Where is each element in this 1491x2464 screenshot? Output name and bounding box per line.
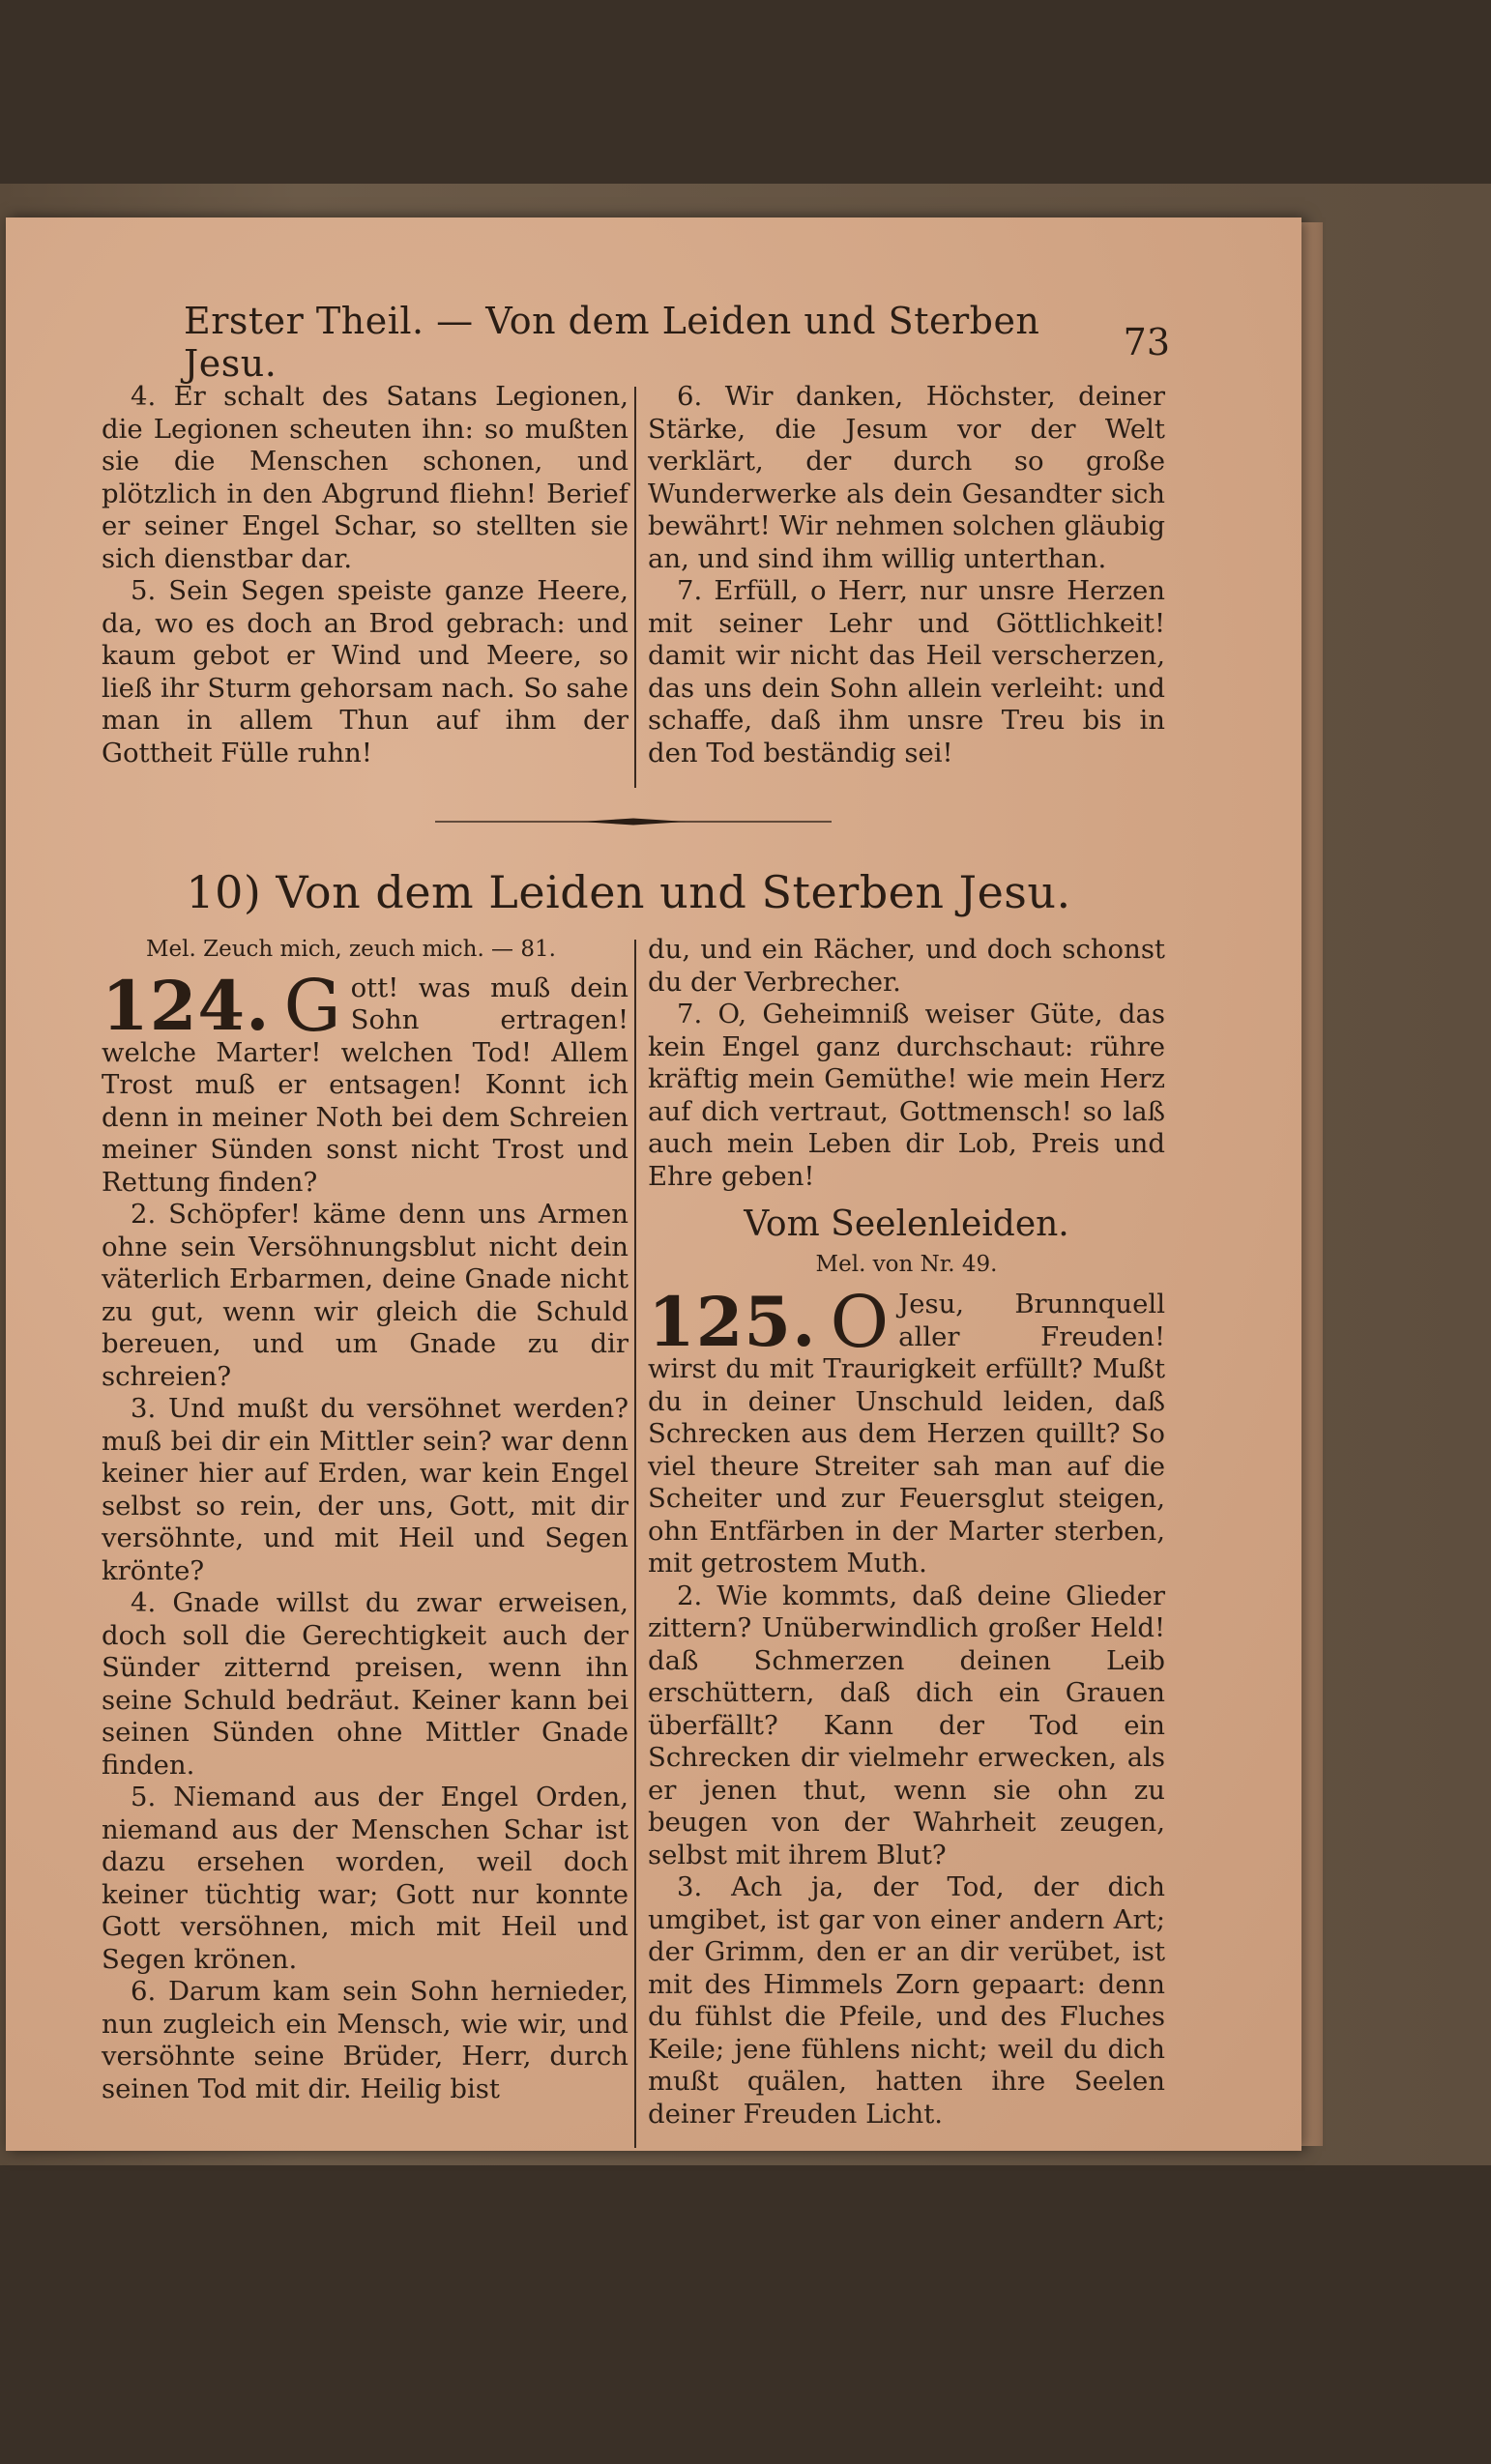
verse-paragraph: 7. O, Geheimniß weiser Güte, das kein Engel ganz durchschaut: rühre kräftig mein Gemüthe! wie mein Herz auf dich vertraut, Gottmensch! so laß auch mein Leben dir Lob, Preis und Ehre geben! <box>648 999 1165 1192</box>
verse-text: ott! was muß dein Sohn ertragen! welche Marter! welchen Tod! Allem Trost muß er entsagen! Konnt ich denn in meiner Noth bei dem Schreien meiner Sünden sonst nicht Trost und Rettung finden? <box>102 971 629 1198</box>
bottom-right-column <box>648 934 1165 2131</box>
drop-initial: G <box>283 964 341 1048</box>
bottom-left-column <box>102 934 629 2105</box>
melody-note: Mel. von Nr. 49. <box>815 1251 998 1277</box>
header-title: Erster Theil. — Von dem Leiden und Sterben Jesu. <box>184 300 1040 385</box>
top-left-column <box>102 381 629 769</box>
column-divider <box>634 387 636 788</box>
section-title: 10) Von dem Leiden und Sterben Jesu. <box>186 866 1071 918</box>
page-number: 73 <box>1123 321 1170 363</box>
verse-paragraph: 4. Er schalt des Satans Legionen, die Legionen scheuten ihn: so mußten sie die Menschen schonen, und plötzlich in den Abgrund fliehn! Berief er seiner Engel Schar, so stellten sie sich dienstbar dar. <box>102 381 629 574</box>
divider-ornament <box>435 818 832 826</box>
verse-paragraph: 5. Niemand aus der Engel Orden, niemand aus der Menschen Schar ist dazu ersehen worden, weil doch keiner tüchtig war; Gott nur konnte Gott versöhnen, mich mit Heil und Segen krönen. <box>102 1782 629 1975</box>
melody-note: Mel. Zeuch mich, zeuch mich. — 81. <box>146 937 556 962</box>
hymn-number: 124. <box>102 965 271 1046</box>
verse-paragraph: 7. Erfüll, o Herr, nur unsre Herzen mit seiner Lehr und Göttlichkeit! damit wir nicht das Heil verscherzen, das uns dein Sohn allein verleiht: und schaffe, daß ihm unsre Treu bis in den Tod beständig sei! <box>648 575 1165 768</box>
hymn-125-start <box>648 1281 1165 1580</box>
sub-heading: Vom Seelenleiden. <box>744 1204 1069 1244</box>
top-right-column <box>648 381 1165 769</box>
drop-initial: O <box>830 1281 890 1364</box>
column-divider <box>634 940 636 2148</box>
hymn-124-start <box>102 964 629 1200</box>
verse-paragraph: 2. Schöpfer! käme denn uns Armen ohne sein Versöhnungsblut nicht dein väterlich Erbarmen, deine Gnade nicht zu gut, wenn wir gleich die Schuld bereuen, und um Gnade zu dir schreien? <box>102 1199 629 1392</box>
hymn-number: 125. <box>648 1282 817 1362</box>
page-edge <box>1301 222 1323 2146</box>
verse-text: Jesu, Brunnquell aller Freuden! wirst du mit Traurigkeit erfüllt? Mußt du in deiner Unschuld leiden, daß Schrecken aus dem Herzen quillt? So viel theure Streiter sah man auf die Scheiter und zur Feuersglut steigen, ohn Entfärben in der Marter sterben, mit getrostem Muth. <box>648 1289 1165 1579</box>
running-header <box>184 300 1170 385</box>
verse-paragraph: 3. Und mußt du versöhnet werden? muß bei dir ein Mittler sein? war denn keiner hier auf Erden, war kein Engel selbst so rein, der uns, Gott, mit dir versöhnte, und mit Heil und Segen krönte? <box>102 1393 629 1586</box>
verse-paragraph: 2. Wie kommts, daß deine Glieder zittern? Unüberwindlich großer Held! daß Schmerzen deinen Leib erschüttern, daß dich ein Grauen überfällt? Kann der Tod ein Schrecken dir vielmehr erwecken, als er jenen thut, wenn sie ohn zu beugen von der Wahrheit zeugen, selbst mit ihrem Blut? <box>648 1580 1165 1870</box>
verse-continuation: du, und ein Rächer, und doch schonst du der Verbrecher. <box>648 934 1165 998</box>
verse-paragraph: 6. Darum kam sein Sohn hernieder, nun zugleich ein Mensch, wie wir, und versöhnte seine Brüder, Herr, durch seinen Tod mit dir. Heilig bist <box>102 1976 629 2104</box>
verse-paragraph: 3. Ach ja, der Tod, der dich umgibet, ist gar von einer andern Art; der Grimm, den er an dir verübet, ist mit des Himmels Zorn gepaart: denn du fühlst die Pfeile, und des Fluches Keile; jene fühlens nicht; weil du dich mußt quälen, hatten ihre Seelen deiner Freuden Licht. <box>648 1871 1165 2130</box>
verse-paragraph: 5. Sein Segen speiste ganze Heere, da, wo es doch an Brod gebrach: und kaum gebot er Wind und Meere, so ließ ihr Sturm gehorsam nach. So sahe man in allem Thun auf ihm der Gottheit Fülle ruhn! <box>102 575 629 768</box>
verse-paragraph: 6. Wir danken, Höchster, deiner Stärke, die Jesum vor der Welt verklärt, der durch so große Wunderwerke als dein Gesandter sich bewährt! Wir nehmen solchen gläubig an, und sind ihm willig unterthan. <box>648 381 1165 574</box>
verse-paragraph: 4. Gnade willst du zwar erweisen, doch soll die Gerechtigkeit auch der Sünder zitternd preisen, wenn ihn seine Schuld bedräut. Keiner kann bei seinen Sünden ohne Mittler Gnade finden. <box>102 1587 629 1781</box>
